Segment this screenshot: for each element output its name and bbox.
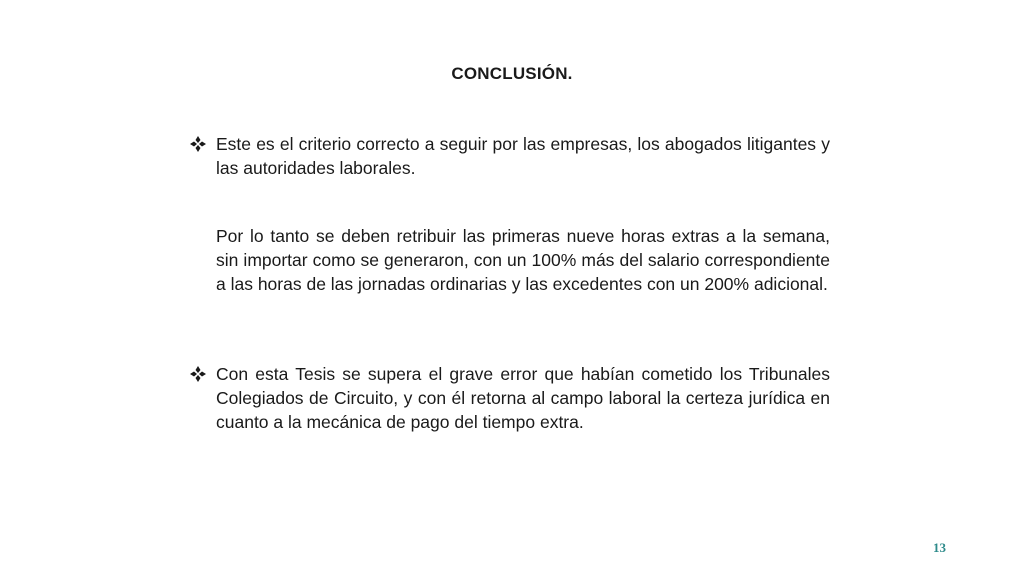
bullet-item-1 <box>189 132 830 180</box>
bullet-item-2 <box>189 362 830 434</box>
body-paragraph: Por lo tanto se deben retribuir las primeras nueve horas extras a la semana, sin importar como se generaron, con un 100% más del salario correspondiente a las horas de las jornadas ordinarias y las excedentes con un 200% adicional. <box>216 226 830 294</box>
page-number: 13 <box>933 540 946 555</box>
diamond-bullet-icon <box>189 135 207 153</box>
bullet-text-2: Con esta Tesis se supera el grave error que habían cometido los Tribunales Colegiados de Circuito, y con él retorna al campo laboral la certeza jurídica en cuanto a la mecánica de pago del tiempo extra. <box>216 364 830 432</box>
slide-title: CONCLUSIÓN. <box>451 64 573 83</box>
diamond-bullet-icon <box>189 365 207 383</box>
bullet-text-1: Este es el criterio correcto a seguir por las empresas, los abogados litigantes y las autoridades laborales. <box>216 134 830 178</box>
